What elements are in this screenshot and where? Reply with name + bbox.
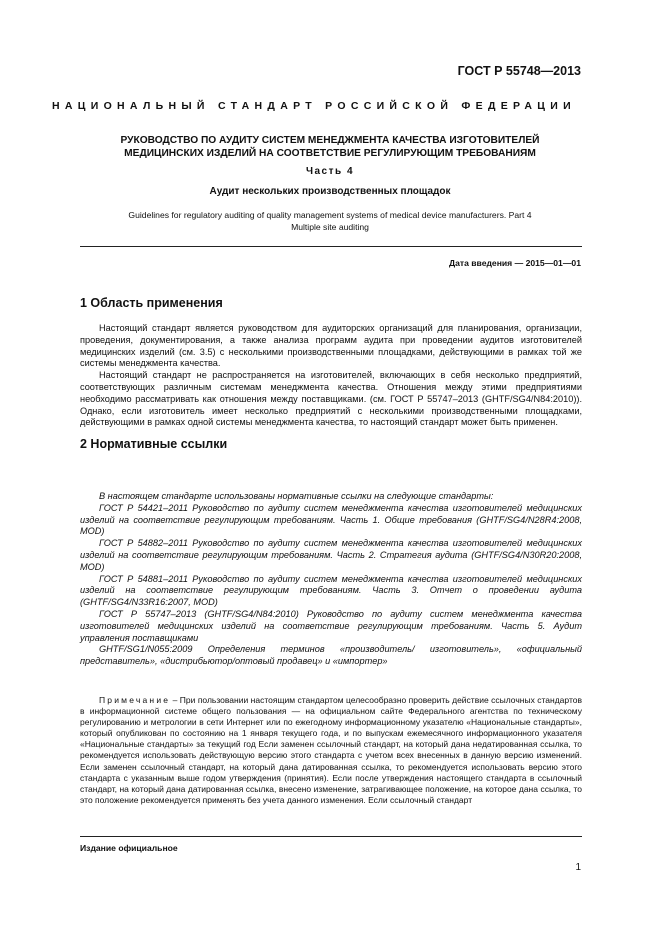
- introduction-date: Дата введения — 2015—01—01: [448, 258, 581, 268]
- document-title: [75, 134, 585, 160]
- section-heading-scope: 1 Область применения: [80, 296, 223, 310]
- reference-item: ГОСТ Р 54421–2011 Руководство по аудиту систем менеджмента качества изготовителей медицинских изделий на соответствие регулирующим требованиям. Часть 1. Общие требования (GHTF/SG4/N28R4:2008, MOD): [80, 502, 582, 537]
- paragraph: Настоящий стандарт является руководством для аудиторских организаций для планирования, организации, проведения, документирования, а также анализа программ аудита при проведении аудитов изготовителей медицинских изделий (см. 3.5) с несколькими производственными площадками, действующими в рамках той же системы менеджмента качества.: [80, 323, 582, 369]
- reference-item: ГОСТ Р 54882–2011 Руководство по аудиту систем менеджмента качества изготовителей медицинских изделий на соответствие регулирующим требованиям. Часть 2. Стратегия аудита (GHTF/SG4/N30R20:2008, MOD): [80, 538, 582, 572]
- reference-item: ГОСТ Р 55747–2013 (GHTF/SG4/N84:2010) Руководство по аудиту систем менеджмента качества изготовителей медицинских изделий на соответствие регулирующим требованиям. Часть 5. Аудит управления поставщиками: [80, 608, 582, 643]
- footer-divider: [80, 836, 582, 837]
- section-scope-body: [80, 323, 582, 429]
- note-label: Примечание: [99, 695, 171, 705]
- english-title: [75, 210, 585, 233]
- section-heading-references: 2 Нормативные ссылки: [80, 437, 228, 451]
- document-subtitle: Аудит нескольких производственных площадок: [209, 186, 451, 197]
- reference-item: GHTF/SG1/N055:2009 Определения терминов «производитель/ изготовитель», «официальный представитель», «дистрибьютор/оптовый продавец» и «импортер»: [80, 644, 582, 667]
- note-block: [80, 695, 582, 806]
- divider: [80, 246, 582, 247]
- english-title-line2: Multiple site auditing: [291, 221, 369, 232]
- standard-number: ГОСТ Р 55748—2013: [457, 64, 581, 78]
- document-title-line1: РУКОВОДСТВО ПО АУДИТУ СИСТЕМ МЕНЕДЖМЕНТА КАЧЕСТВА ИЗГОТОВИТЕЛЕЙ: [120, 135, 540, 146]
- english-title-line1: Guidelines for regulatory auditing of quality management systems of medical device manufacturers. Part 4: [128, 210, 532, 220]
- document-title-line2: МЕДИЦИНСКИХ ИЗДЕЛИЙ НА СООТВЕТСТВИЕ РЕГУЛИРУЮЩИМ ТРЕБОВАНИЯМ: [124, 148, 536, 159]
- section-references-body: [80, 491, 582, 668]
- references-intro: В настоящем стандарте использованы нормативные ссылки на следующие стандарты:: [99, 491, 494, 501]
- page-number: 1: [575, 862, 581, 873]
- official-edition-label: Издание официальное: [80, 843, 178, 853]
- part-label: Часть 4: [305, 166, 355, 177]
- paragraph: Настоящий стандарт не распространяется на изготовителей, включающих в себя несколько предприятий, соответствующих различным системам менеджмента качества. Отношения между этими предприятиями необходимо рассматривать как отношения между поставщиками. (см. ГОСТ Р 55747–2013 (GHTF/SG4/N84:2010)). Однако, если изготовитель имеет несколько предприятий с несколькими производственными площадками, действующими в рамках одной системы менеджмента качества, то настоящий стандарт может быть применен.: [80, 370, 582, 428]
- note-paragraph: [80, 695, 582, 806]
- national-standard-banner: НАЦИОНАЛЬНЫЙ СТАНДАРТ РОССИЙСКОЙ ФЕДЕРАЦИИ: [52, 100, 576, 112]
- note-text: – При пользовании настоящим стандартом целесообразно проверить действие ссылочных стандартов в информационной системе общего пользования — на официальном сайте Федерального агентства по техническому регулированию и метрологии в сети Интернет или по ежегодному информационному указателю «Национальные стандарты», который опубликован по состоянию на 1 января текущего года, и по выпускам ежемесячного информационного указателя «Национальные стандарты» за текущий год Если заменен ссылочный стандарт, на который дана недатированная ссылка, то рекомендуется использовать действующую версию этого стандарта с учетом всех внесенных в данную версию изменений. Если заменен ссылочный стандарт, на который дана датированная ссылка, то рекомендуется использовать версию этого стандарта с указанным выше годом утверждения (принятия). Если после утверждения настоящего стандарта в ссылочный стандарт, на который дана датированная ссылка, внесено изменение, затрагивающее положение, на которое дана ссылка, то это положение рекомендуется применять без учета данного изменения. Если ссылочный стандарт: [80, 695, 582, 805]
- reference-item: ГОСТ Р 54881–2011 Руководство по аудиту систем менеджмента качества изготовителей медицинских изделий на соответствие регулирующим требованиям. Часть 3. Отчет о проведении аудита (GHTF/SG4/N33R16:2007, MOD): [80, 573, 582, 608]
